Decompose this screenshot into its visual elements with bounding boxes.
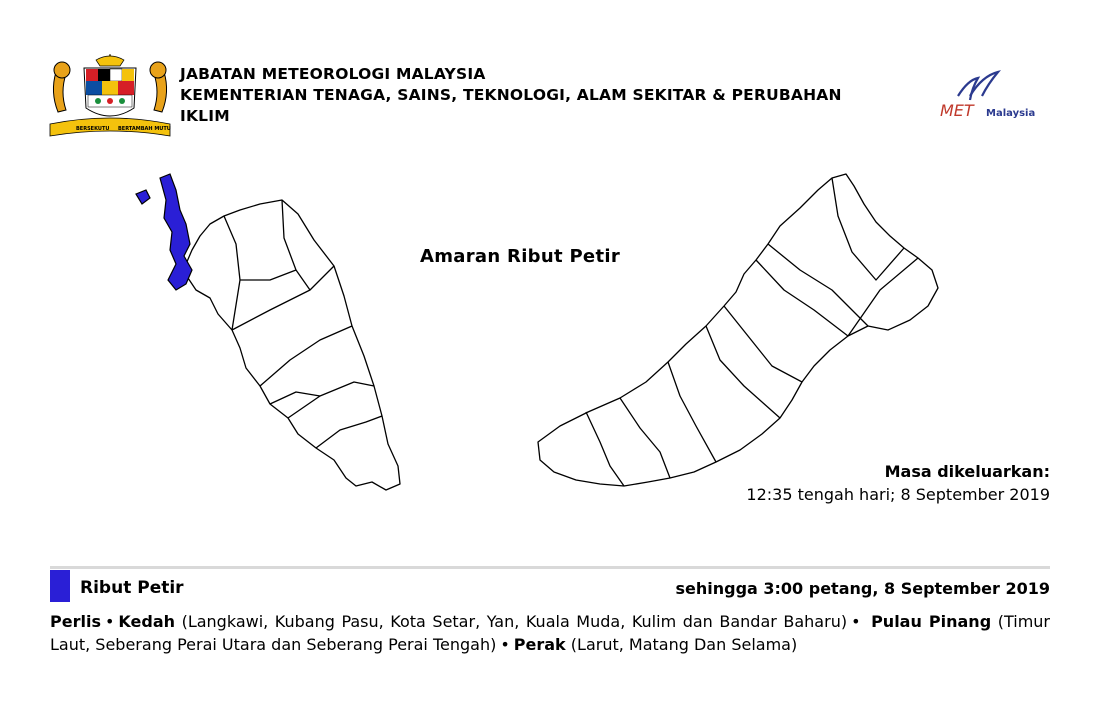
valid-until: sehingga 3:00 petang, 8 September 2019 (675, 579, 1050, 598)
ministry-name-cont: IKLIM (180, 107, 230, 125)
bullet-separator: • (500, 635, 510, 654)
area-state: Perlis (50, 612, 101, 631)
logo-met-text: MET (940, 101, 974, 120)
area-state: Pulau Pinang (871, 612, 992, 631)
crest-motto-left: BERSEKUTU (76, 126, 110, 132)
affected-areas (50, 610, 1050, 656)
area-districts: (Timur Laut, Seberang Perai Utara dan Seberang Perai Tengah) (50, 612, 1050, 654)
peninsular-malaysia (186, 200, 400, 490)
organization-header (180, 64, 920, 127)
divider (50, 566, 1050, 569)
coat-of-arms-icon (48, 52, 172, 144)
area-state: Perak (513, 635, 566, 654)
warning-map (120, 160, 970, 520)
legend-swatch (50, 570, 70, 602)
legend-label: Ribut Petir (80, 578, 184, 598)
warning-area-northwest (136, 174, 192, 290)
area-districts: (Larut, Matang Dan Selama) (570, 635, 798, 654)
logo-malaysia-text: Malaysia (986, 108, 1036, 119)
area-districts: (Langkawi, Kubang Pasu, Kota Setar, Yan, Kuala Muda, Kulim dan Bandar Baharu) (181, 612, 848, 631)
issued-time: 12:35 tengah hari; 8 September 2019 (746, 485, 1050, 504)
bullet-separator: • (104, 612, 115, 631)
map-title: Amaran Ribut Petir (420, 246, 620, 267)
east-malaysia (538, 174, 938, 486)
org-name: JABATAN METEOROLOGI MALAYSIA (180, 65, 486, 83)
met-malaysia-logo (934, 66, 1050, 122)
issued-label: Masa dikeluarkan: (884, 462, 1050, 481)
crest-motto-right: BERTAMBAH MUTU (118, 126, 171, 132)
bullet-separator: • (851, 612, 861, 631)
area-state: Kedah (118, 612, 176, 631)
ministry-name: KEMENTERIAN TENAGA, SAINS, TEKNOLOGI, ALAM SEKITAR & PERUBAHAN (180, 86, 842, 104)
